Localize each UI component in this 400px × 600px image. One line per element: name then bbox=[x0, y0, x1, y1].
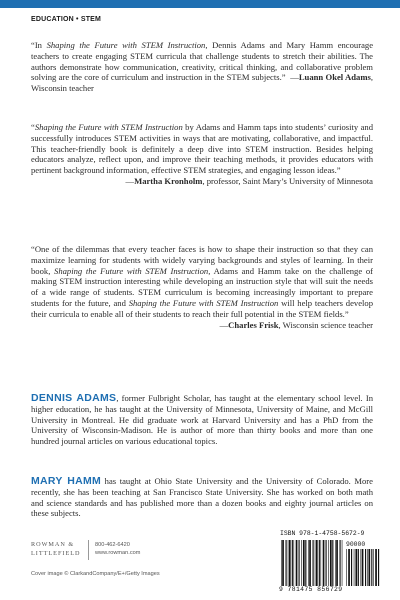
author-bio bbox=[31, 476, 373, 519]
attribution-role: , Wisconsin science teacher bbox=[278, 319, 373, 330]
publisher-logo-line1: ROWMAN & bbox=[31, 541, 75, 548]
author-name: DENNIS ADAMS bbox=[31, 392, 117, 404]
attribution-name: Charles Frisk bbox=[228, 319, 279, 330]
barcode-bar bbox=[348, 549, 350, 586]
quote-segment: “One of the dilemmas that every teacher faces is how to shape their instruction so that they can maximize learning for students with widely varying backgrounds and styles of learning. In their book, bbox=[31, 244, 373, 276]
barcode-bar bbox=[365, 549, 366, 586]
barcode-bar bbox=[373, 549, 374, 586]
barcode-bar bbox=[305, 540, 306, 586]
publisher-logo-line2: LITTLEFIELD bbox=[31, 550, 81, 557]
attribution-name: Martha Kronholm bbox=[134, 175, 203, 186]
barcode-bar bbox=[358, 549, 359, 586]
price-barcode-icon bbox=[346, 549, 380, 586]
barcode-bar bbox=[342, 540, 343, 586]
barcode-bar bbox=[336, 540, 338, 586]
author-bio bbox=[31, 393, 373, 447]
book-title: Shaping the Future with STEM Instruction bbox=[46, 40, 206, 50]
barcode-bar bbox=[301, 540, 302, 586]
quote-attribution bbox=[31, 176, 373, 187]
top-accent-bar bbox=[0, 0, 400, 8]
barcode-bar bbox=[316, 540, 318, 586]
barcode-bar bbox=[286, 540, 287, 586]
barcode-bar bbox=[319, 540, 320, 586]
quote-segment: , Adams and Hamm take on the challenge of making STEM instruction interesting while developing an instruction style that will suit the needs of a wide range of students. STEM curriculum is becoming increasingly important to prepare students for the future, and bbox=[31, 265, 374, 308]
attribution-role: , Wisconsin teacher bbox=[31, 72, 373, 94]
isbn-label: ISBN 978-1-4758-5672-9 bbox=[280, 530, 365, 537]
barcode-bar bbox=[296, 540, 298, 586]
barcode-bar bbox=[378, 549, 379, 586]
barcode-bar bbox=[355, 549, 357, 586]
barcode-digits: 9 781475 856729 bbox=[279, 586, 343, 593]
barcode-bar bbox=[321, 540, 322, 586]
barcode-bar bbox=[289, 540, 291, 586]
price-code: 90000 bbox=[346, 541, 366, 548]
barcode-bar bbox=[354, 549, 355, 586]
author-name: MARY HAMM bbox=[31, 475, 102, 487]
quote-segment: “ bbox=[31, 122, 35, 132]
barcode-bar bbox=[361, 549, 362, 586]
barcode-bar bbox=[308, 540, 309, 586]
barcode-bar bbox=[332, 540, 333, 586]
endorsement-quote bbox=[31, 122, 373, 187]
barcode-bar bbox=[335, 540, 336, 586]
category-label: EDUCATION • STEM bbox=[31, 16, 102, 23]
barcode-bar bbox=[375, 549, 377, 586]
publisher-website: www.rowman.com bbox=[95, 550, 141, 556]
barcode-bar bbox=[351, 549, 352, 586]
quote-attribution bbox=[31, 320, 373, 331]
barcode-bar bbox=[294, 540, 295, 586]
book-title: Shaping the Future with STEM Instruction bbox=[34, 122, 183, 132]
barcode-bar bbox=[313, 540, 314, 586]
barcode-bar bbox=[328, 540, 329, 586]
barcode-bar bbox=[315, 540, 316, 586]
barcode-bar bbox=[362, 549, 364, 586]
publisher-divider bbox=[88, 540, 89, 560]
quote-segment: by Adams and Hamm taps into students’ curiosity and successfully introduces STEM activities in ways that are motivating, collaborative, and impactful. This teacher-friendly book is definitely a deep dive into STEM instruction. Besides helping educators analyze, reflect upon, and improve their teaching methods, it provides educators with pertinent background information, effective STEM strategies, and engaging lesson ideas.” bbox=[31, 122, 374, 176]
publisher-phone: 800-462-6420 bbox=[95, 542, 130, 548]
attribution-dash: — bbox=[219, 319, 229, 330]
barcode-bar bbox=[282, 540, 284, 586]
barcode-bar bbox=[303, 540, 305, 586]
author-bio-text: , former Fulbright Scholar, has taught at the elementary school level. In higher education, he has taught at the University of Minnesota, University of Maine, and McGill University in Montreal. He did graduate work at Harvard University and has a PhD from the University of Wisconsin-Madison. He is author of more than thirty books and more than one hundred journal articles on various educational topics. bbox=[31, 393, 373, 447]
barcode-bar bbox=[309, 540, 311, 586]
quote-segment: will help teachers develop their curricula to enable all of their students to reach their full potential in the STEM fields.” bbox=[31, 297, 373, 319]
endorsement-quote bbox=[31, 244, 373, 330]
quote-segment: “In bbox=[31, 40, 47, 50]
attribution-dash: — bbox=[125, 175, 135, 186]
barcode-bar bbox=[323, 540, 325, 586]
barcode-bar bbox=[368, 549, 370, 586]
barcode-bar bbox=[330, 540, 332, 586]
quote-text bbox=[31, 122, 373, 175]
barcode-bar bbox=[299, 540, 300, 586]
quote-text bbox=[31, 244, 373, 319]
author-bio-text: has taught at Ohio State University and the University of Colorado. More recently, she has been teaching at San Francisco State University. She has worked on both math and science standards and has published more than a dozen books and eighty journal articles on these subjects. bbox=[31, 476, 373, 519]
quote-segment: , Dennis Adams and Mary Hamm encourage teachers to create engaging STEM curricula that challenge students to stretch their abilities. The authors demonstrate how communication, creativity, critical thinking, and collaborative problem solving are the core of curriculum and instruction in the STEM subjects.” bbox=[31, 40, 374, 83]
barcode-bar bbox=[288, 540, 289, 586]
barcode-bar bbox=[281, 540, 282, 586]
attribution-name: Luann Okel Adams bbox=[298, 72, 371, 83]
attribution-dash: — bbox=[290, 72, 299, 83]
isbn-barcode-icon bbox=[281, 540, 343, 586]
barcode-bar bbox=[340, 540, 341, 586]
barcode-bar bbox=[326, 540, 327, 586]
barcode-bar bbox=[367, 549, 368, 586]
barcode-bar bbox=[371, 549, 372, 586]
attribution-role: , professor, Saint Mary’s University of Minnesota bbox=[202, 175, 373, 186]
barcode-bar bbox=[292, 540, 293, 586]
book-title: Shaping the Future with STEM Instruction bbox=[128, 297, 279, 308]
publisher-contact bbox=[95, 541, 140, 557]
barcode-bar bbox=[346, 549, 347, 586]
book-title: Shaping the Future with STEM Instruction bbox=[54, 265, 209, 276]
endorsement-quote bbox=[31, 40, 373, 94]
cover-image-credit: Cover image © ClarkandCompany/E+/Getty Images bbox=[31, 571, 160, 577]
